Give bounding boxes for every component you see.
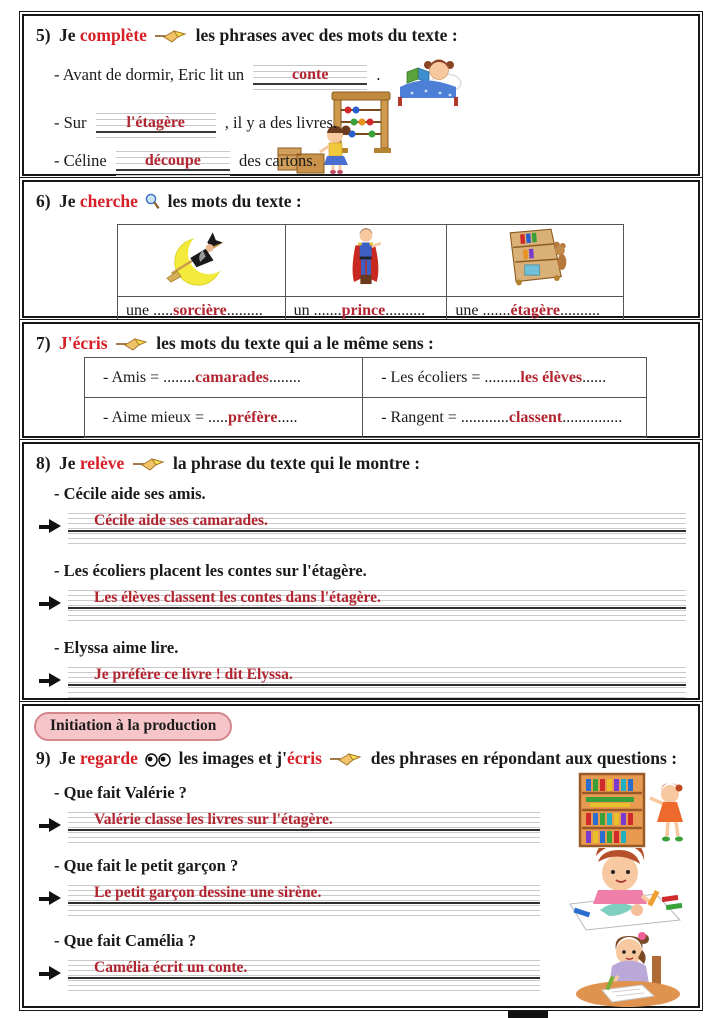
exercise-8 <box>22 442 700 700</box>
arrow-icon <box>38 594 62 612</box>
exercise-subject: Je <box>58 748 76 768</box>
item-post: , il y a des livres. <box>224 112 338 132</box>
item-post: des cartons. <box>238 150 317 170</box>
arrow-icon <box>38 964 62 982</box>
exercise-subject: Je <box>58 453 76 473</box>
dots: ..... <box>153 301 174 319</box>
bookshelf-with-girl-image <box>578 772 690 848</box>
exercise-9 <box>22 704 700 1008</box>
handwritten-answer: découpe <box>116 153 230 172</box>
exercise-verb: écris <box>286 748 322 768</box>
caption-article: un <box>293 301 310 319</box>
prompt-question: - Que fait Valérie ? <box>54 783 187 802</box>
answer-row <box>38 509 686 545</box>
exercise-tail: la phrase du texte qui le montre : <box>172 453 421 473</box>
witch-on-moon-image <box>149 227 254 289</box>
synonym-cell <box>85 398 363 438</box>
exercise-tail: les phrases avec des mots du texte : <box>195 25 458 45</box>
caption-cell <box>118 297 286 325</box>
writing-hand-icon <box>329 751 363 767</box>
dots: ............... <box>562 408 623 426</box>
exercise-subject: Je <box>58 25 76 45</box>
prompt-question: - Que fait Camélia ? <box>54 931 197 950</box>
word-picture-table <box>117 224 624 325</box>
synonym-label: - Les écoliers = <box>381 368 481 386</box>
exercise-5 <box>22 14 700 176</box>
exercise-number: 7) <box>36 333 51 353</box>
handwritten-answer: Je préfère ce livre ! dit Elyssa. <box>94 666 293 683</box>
handwritten-answer: l'étagère <box>96 115 216 134</box>
dots: .......... <box>559 301 600 319</box>
caption-article: une <box>126 301 150 319</box>
table-cell <box>285 225 447 297</box>
synonym-label: - Aime mieux = <box>103 408 205 426</box>
handwritten-answer: Le petit garçon dessine une sirène. <box>94 884 322 901</box>
dots: ..... <box>277 408 298 426</box>
prompt-sentence: - Les écoliers placent les contes sur l'étagère. <box>54 561 367 580</box>
item-pre: - Avant de dormir, Eric lit un <box>54 64 245 84</box>
handwritten-answer: préfère <box>228 408 278 426</box>
boy-reading-in-bed-image <box>388 53 468 107</box>
table-cell <box>118 225 286 297</box>
handwritten-answer: sorcière <box>173 301 227 319</box>
exercise-7-header <box>24 324 698 354</box>
eyes-icon <box>145 753 171 767</box>
exercise-5-header <box>24 16 698 46</box>
synonym-table <box>84 357 647 438</box>
prompt-question: - Que fait le petit garçon ? <box>54 856 239 875</box>
table-row <box>85 358 647 398</box>
item-pre: - Céline <box>54 150 107 170</box>
handwritten-answer: classent <box>508 408 563 426</box>
exercise-6 <box>22 180 700 318</box>
dots: ......... <box>226 301 263 319</box>
answer-row <box>38 808 540 844</box>
prince-image <box>342 227 390 289</box>
prompt-sentence: - Elyssa aime lire. <box>54 638 179 657</box>
answer-blank <box>96 108 216 140</box>
item-pre: - Sur <box>54 112 87 132</box>
exercise-verb: complète <box>79 25 147 45</box>
answer-row <box>38 663 686 699</box>
arrow-icon <box>38 816 62 834</box>
exercise-subject: Je <box>58 191 76 211</box>
synonym-cell <box>363 358 647 398</box>
table-row <box>85 398 647 438</box>
exercise-verb: cherche <box>79 191 138 211</box>
prompt-sentence: - Cécile aide ses amis. <box>54 484 206 503</box>
caption-cell <box>447 297 624 325</box>
handwritten-answer: conte <box>253 67 367 86</box>
writing-lines <box>68 956 540 992</box>
fill-item <box>54 146 317 178</box>
table-row <box>118 297 624 325</box>
answer-blank <box>116 146 230 178</box>
answer-row <box>38 881 540 917</box>
caption-cell <box>285 297 447 325</box>
bookshelf-with-teddy-image <box>486 227 584 289</box>
synonym-cell <box>363 398 647 438</box>
writing-lines <box>68 509 686 545</box>
handwritten-answer: étagère <box>510 301 560 319</box>
synonym-label: - Rangent = <box>381 408 457 426</box>
exercise-number: 8) <box>36 453 51 473</box>
handwritten-answer: Camélia écrit un conte. <box>94 959 248 976</box>
exercise-mid: les images et j' <box>178 748 287 768</box>
synonym-cell <box>85 358 363 398</box>
exercise-number: 6) <box>36 191 51 211</box>
dots: ....... <box>482 301 511 319</box>
caption-article: une <box>455 301 479 319</box>
writing-lines <box>68 881 540 917</box>
writing-hand-icon <box>132 456 166 472</box>
writing-lines <box>68 663 686 699</box>
answer-blank <box>253 60 367 92</box>
exercise-verb: relève <box>79 453 125 473</box>
handwritten-answer: prince <box>341 301 386 319</box>
exercise-7 <box>22 322 700 438</box>
writing-hand-icon <box>154 28 188 44</box>
dots: ..... <box>208 408 229 426</box>
handwritten-answer: les élèves <box>520 368 583 386</box>
exercise-tail: des phrases en répondant aux questions : <box>370 748 678 768</box>
exercise-verb: J'écris <box>58 333 108 353</box>
dots: ........ <box>163 368 196 386</box>
table-cell <box>447 225 624 297</box>
production-badge: Initiation à la production <box>34 712 232 741</box>
handwritten-answer: Les élèves classent les contes dans l'étagère. <box>94 589 381 606</box>
answer-row <box>38 956 540 992</box>
handwritten-answer: camarades <box>195 368 269 386</box>
dots: ....... <box>313 301 342 319</box>
table-row <box>118 225 624 297</box>
synonym-label: - Amis = <box>103 368 160 386</box>
writing-lines <box>68 586 686 622</box>
page-footer-bar <box>508 1011 548 1018</box>
boy-drawing-image <box>558 848 690 932</box>
exercise-6-header <box>24 182 698 212</box>
handwritten-answer: Valérie classe les livres sur l'étagère. <box>94 811 333 828</box>
dots: ......... <box>484 368 521 386</box>
arrow-icon <box>38 517 62 535</box>
writing-hand-icon <box>115 336 149 352</box>
arrow-icon <box>38 671 62 689</box>
item-post: . <box>376 64 381 84</box>
exercise-verb: regarde <box>79 748 138 768</box>
exercise-tail: les mots du texte : <box>167 191 302 211</box>
exercise-number: 9) <box>36 748 51 768</box>
magnifier-icon <box>145 193 160 210</box>
exercise-tail: les mots du texte qui a le même sens : <box>156 333 434 353</box>
arrow-icon <box>38 889 62 907</box>
fill-item <box>54 60 381 92</box>
girl-writing-at-desk-image <box>570 930 690 1008</box>
exercise-number: 5) <box>36 25 51 45</box>
exercise-8-header <box>24 444 698 474</box>
answer-row <box>38 586 686 622</box>
fill-item <box>54 108 337 140</box>
dots: ............ <box>460 408 509 426</box>
handwritten-answer: Cécile aide ses camarades. <box>94 512 268 529</box>
dots: .......... <box>385 301 426 319</box>
writing-lines <box>68 808 540 844</box>
dots: ........ <box>268 368 301 386</box>
dots: ...... <box>582 368 607 386</box>
